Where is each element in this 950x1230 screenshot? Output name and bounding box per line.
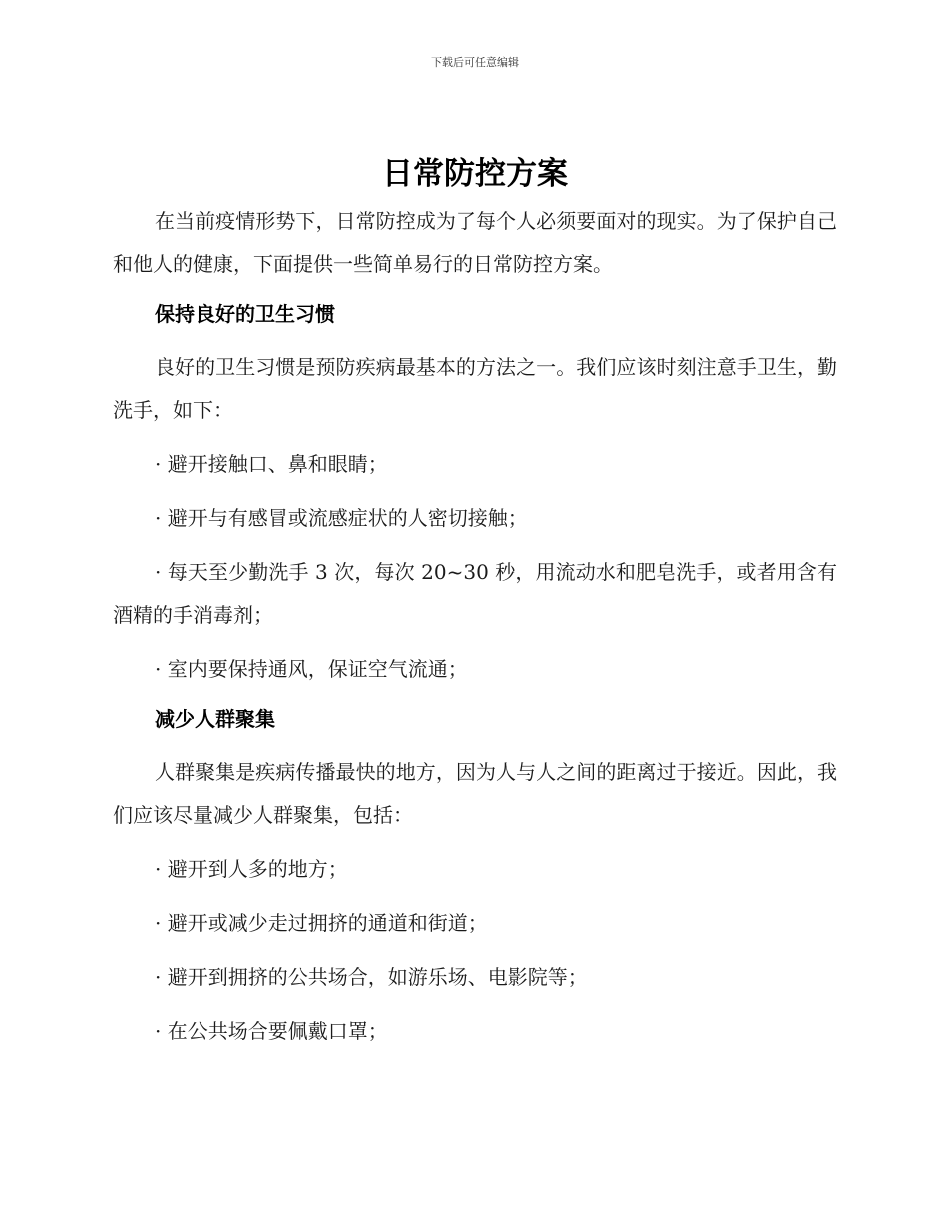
page-title: 日常防控方案 (382, 156, 568, 192)
section-paragraph-hygiene: 良好的卫生习惯是预防疾病最基本的方法之一。我们应该时刻注意手卫生，勤洗手，如下： (113, 355, 837, 422)
list-item: · 每天至少勤洗手 3 次，每次 20~30 秒，用流动水和肥皂洗手，或者用含有酒精的手消毒剂； (113, 560, 837, 627)
intro-paragraph: 在当前疫情形势下，日常防控成为了每个人必须要面对的现实。为了保护自己和他人的健康，下面提供一些简单易行的日常防控方案。 (113, 209, 837, 276)
document-body (113, 200, 837, 1064)
section-paragraph-gatherings: 人群聚集是疾病传播最快的地方，因为人与人之间的距离过于接近。因此，我们应该尽量减少人群聚集，包括： (113, 760, 837, 827)
list-item: · 避开接触口、鼻和眼睛； (155, 452, 388, 476)
list-item: · 避开到拥挤的公共场合，如游乐场、电影院等； (155, 965, 588, 989)
section-heading-gatherings: 减少人群聚集 (155, 707, 275, 731)
header-note: 下载后可任意编辑 (431, 56, 519, 69)
list-item: · 室内要保持通风，保证空气流通； (155, 657, 468, 681)
section-heading-hygiene: 保持良好的卫生习惯 (155, 302, 335, 326)
list-item: · 避开与有感冒或流感症状的人密切接触； (155, 506, 528, 530)
list-item: · 避开到人多的地方； (155, 857, 348, 881)
list-item: · 避开或减少走过拥挤的通道和街道； (155, 911, 488, 935)
list-item: · 在公共场合要佩戴口罩； (155, 1019, 388, 1043)
